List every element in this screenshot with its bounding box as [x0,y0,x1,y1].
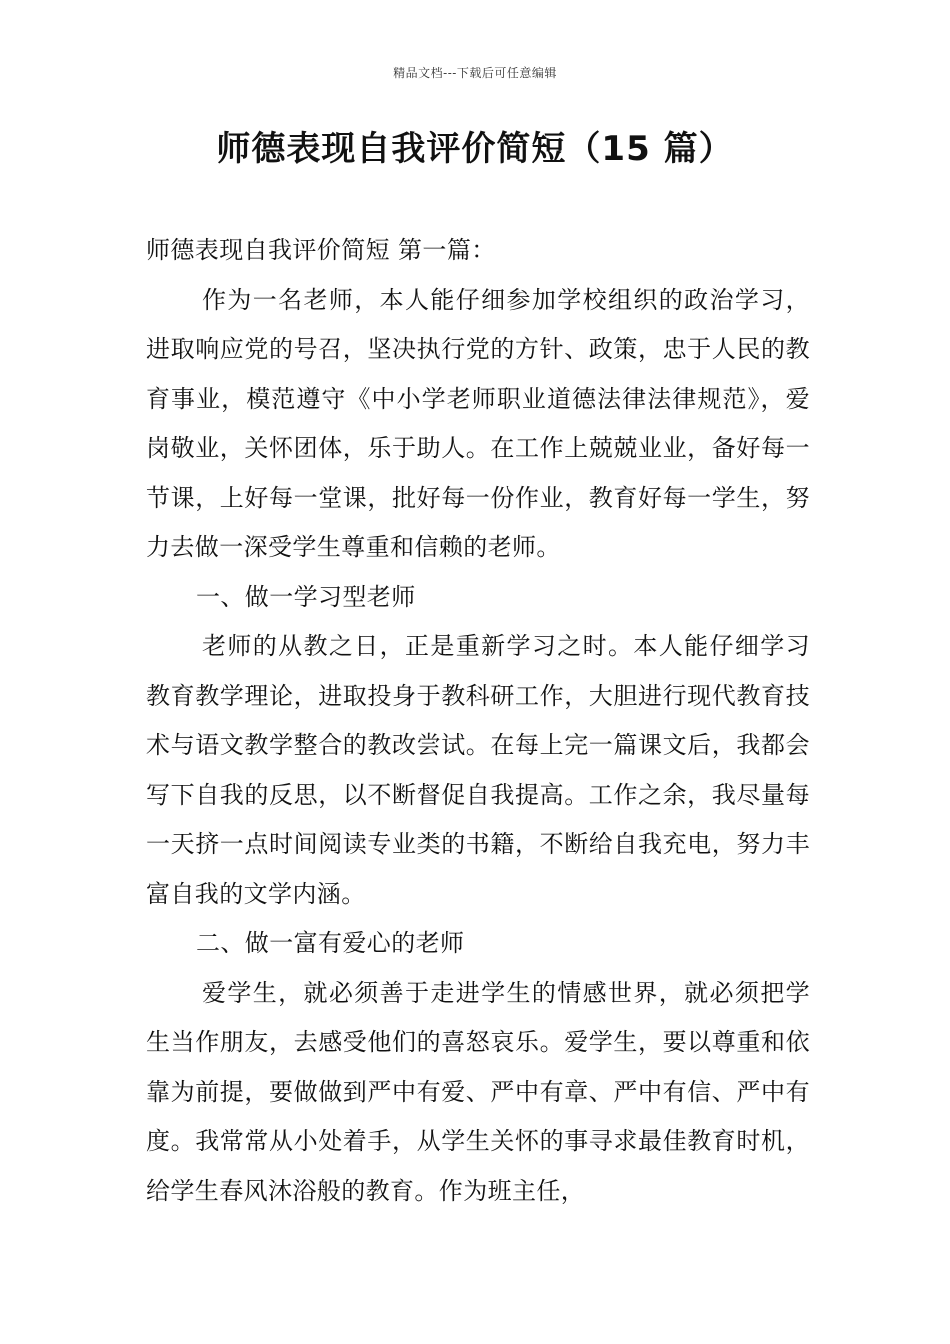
section-subtitle: 师德表现自我评价简短 第一篇： [146,236,496,264]
document-body [146,226,810,1216]
paragraph-caring: 爱学生，就必须善于走进学生的情感世界，就必须把学生当作朋友，去感受他们的喜怒哀乐。爱学生，要以尊重和依靠为前提，要做做到严中有爱、严中有章、严中有信、严中有度。我常常从小处着手，从学生关怀的事寻求最佳教育时机，给学生春风沐浴般的教育。作为班主任， [146,978,810,1205]
heading-learning-teacher: 一、做一学习型老师 [196,582,416,611]
paragraph-learning: 老师的从教之日，正是重新学习之时。本人能仔细学习教育教学理论，进取投身于教科研工作，大胆进行现代教育技术与语文教学整合的教改尝试。在每上完一篇课文后，我都会写下自我的反思，以不断督促自我提高。工作之余，我尽量每一天挤一点时间阅读专业类的书籍，不断给自我充电，努力丰富自我的文学内涵。 [146,632,810,908]
document-title: 师德表现自我评价简短（15 篇） [216,129,734,169]
paragraph-intro: 作为一名老师，本人能仔细参加学校组织的政治学习，进取响应党的号召，坚决执行党的方针、政策，忠于人民的教育事业，模范遵守《中小学老师职业道德法律法律规范》，爱岗敬业，关怀团体，乐于助人。在工作上兢兢业业，备好每一节课，上好每一堂课，批好每一份作业，教育好每一学生，努力去做一深受学生尊重和信赖的老师。 [146,285,810,561]
header-note: 精品文档---下载后可任意编辑 [393,66,557,80]
heading-caring-teacher: 二、做一富有爱心的老师 [196,929,465,957]
